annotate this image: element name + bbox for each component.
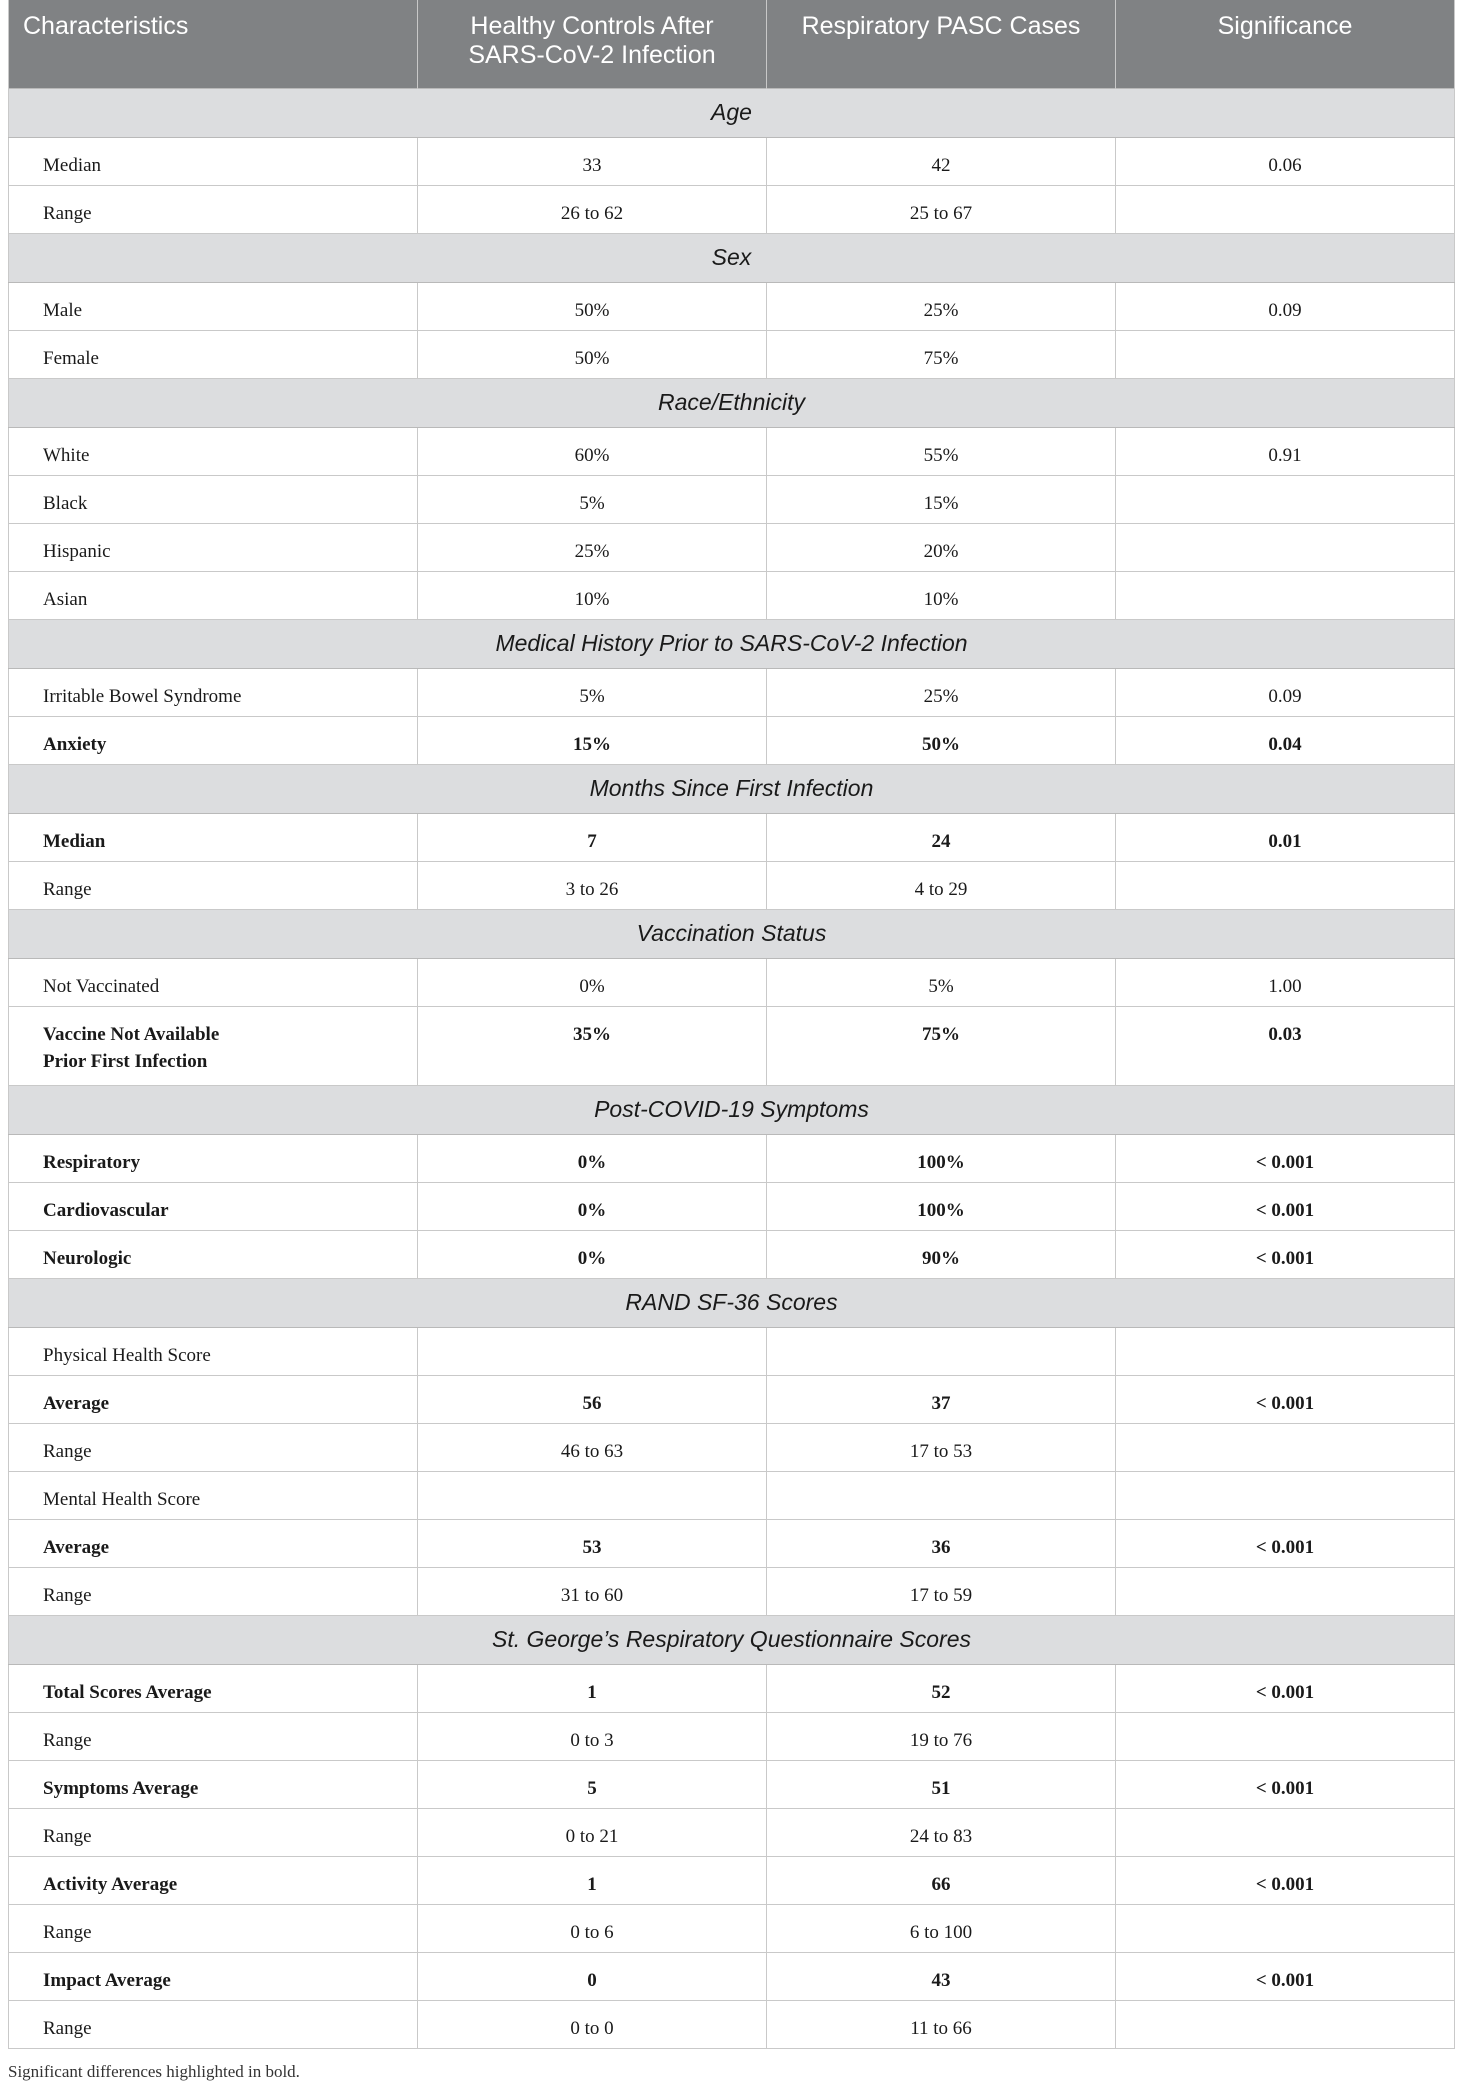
healthy-value-cell: 3 to 26	[418, 861, 767, 909]
healthy-value-cell: 5%	[418, 475, 767, 523]
pasc-value-cell: 90%	[767, 1230, 1116, 1278]
healthy-value-cell: 0 to 21	[418, 1808, 767, 1856]
table-row	[9, 1134, 1455, 1182]
table-row	[9, 185, 1455, 233]
table-row	[9, 1760, 1455, 1808]
significance-cell	[1116, 1567, 1455, 1615]
healthy-value-cell: 26 to 62	[418, 185, 767, 233]
table-row	[9, 330, 1455, 378]
section-row-months-since-first-infection	[9, 764, 1455, 813]
row-label-cell: Cardiovascular	[9, 1182, 418, 1230]
healthy-value-cell: 0 to 0	[418, 2000, 767, 2048]
healthy-value-cell: 50%	[418, 330, 767, 378]
significance-cell: < 0.001	[1116, 1375, 1455, 1423]
section-title: Post-COVID-19 Symptoms	[9, 1085, 1455, 1134]
section-title: Age	[9, 88, 1455, 137]
healthy-value-cell: 31 to 60	[418, 1567, 767, 1615]
pasc-value-cell: 55%	[767, 427, 1116, 475]
significance-cell	[1116, 1423, 1455, 1471]
row-label-cell: Not Vaccinated	[9, 958, 418, 1006]
significance-cell: < 0.001	[1116, 1134, 1455, 1182]
pasc-value-cell	[767, 1471, 1116, 1519]
row-label-cell: Range	[9, 1423, 418, 1471]
significance-cell: < 0.001	[1116, 1952, 1455, 2000]
row-label-cell	[9, 1006, 418, 1085]
table-row	[9, 2000, 1455, 2048]
section-row-rand-sf-36-scores	[9, 1278, 1455, 1327]
row-label-cell: Range	[9, 2000, 418, 2048]
healthy-value-cell: 15%	[418, 716, 767, 764]
pasc-value-cell: 36	[767, 1519, 1116, 1567]
healthy-value-cell: 5%	[418, 668, 767, 716]
row-label-cell: Respiratory	[9, 1134, 418, 1182]
row-label-cell: Symptoms Average	[9, 1760, 418, 1808]
pasc-value-cell: 17 to 53	[767, 1423, 1116, 1471]
healthy-value-cell: 33	[418, 137, 767, 185]
table-row	[9, 861, 1455, 909]
table-row	[9, 1712, 1455, 1760]
row-label-cell: Black	[9, 475, 418, 523]
row-label-cell: Male	[9, 282, 418, 330]
significance-cell: < 0.001	[1116, 1230, 1455, 1278]
section-row-medical-history-prior-to-sars-cov-2-infection	[9, 619, 1455, 668]
healthy-value-cell: 0 to 6	[418, 1904, 767, 1952]
table-figure	[8, 0, 1454, 2082]
pasc-value-cell: 20%	[767, 523, 1116, 571]
section-row-age	[9, 88, 1455, 137]
pasc-value-cell: 25%	[767, 282, 1116, 330]
significance-cell: < 0.001	[1116, 1760, 1455, 1808]
header-significance: Significance	[1116, 0, 1455, 88]
pasc-value-cell: 25%	[767, 668, 1116, 716]
significance-cell: 0.91	[1116, 427, 1455, 475]
significance-cell	[1116, 185, 1455, 233]
healthy-value-cell: 1	[418, 1856, 767, 1904]
table-row	[9, 813, 1455, 861]
row-label-cell: Hispanic	[9, 523, 418, 571]
healthy-value-cell: 53	[418, 1519, 767, 1567]
header-pasc-cases: Respiratory PASC Cases	[767, 0, 1116, 88]
section-row-vaccination-status	[9, 909, 1455, 958]
row-label-cell: Irritable Bowel Syndrome	[9, 668, 418, 716]
significance-cell: 0.01	[1116, 813, 1455, 861]
pasc-value-cell: 42	[767, 137, 1116, 185]
row-label-cell: Range	[9, 1712, 418, 1760]
row-label-cell: Impact Average	[9, 1952, 418, 2000]
pasc-value-cell: 37	[767, 1375, 1116, 1423]
pasc-value-cell: 51	[767, 1760, 1116, 1808]
pasc-value-cell: 11 to 66	[767, 2000, 1116, 2048]
healthy-value-cell: 0%	[418, 1134, 767, 1182]
table-body	[9, 88, 1455, 2048]
healthy-value-cell: 0 to 3	[418, 1712, 767, 1760]
table-row	[9, 1856, 1455, 1904]
healthy-value-cell: 46 to 63	[418, 1423, 767, 1471]
section-title: Vaccination Status	[9, 909, 1455, 958]
significance-cell	[1116, 1327, 1455, 1375]
table-row	[9, 282, 1455, 330]
section-row-st-george-s-respiratory-questionnaire-scores	[9, 1615, 1455, 1664]
significance-cell: 0.09	[1116, 282, 1455, 330]
table-row	[9, 1567, 1455, 1615]
pasc-value-cell: 100%	[767, 1182, 1116, 1230]
table-row	[9, 1230, 1455, 1278]
section-title: Months Since First Infection	[9, 764, 1455, 813]
row-label-cell: Total Scores Average	[9, 1664, 418, 1712]
significance-cell	[1116, 2000, 1455, 2048]
healthy-value-cell: 0	[418, 1952, 767, 2000]
header-healthy-controls: Healthy Controls After SARS-CoV-2 Infection	[418, 0, 767, 88]
table-row	[9, 958, 1455, 1006]
row-label-line: Vaccine Not Available	[43, 1023, 220, 1045]
row-label-cell: Mental Health Score	[9, 1471, 418, 1519]
significance-cell	[1116, 1808, 1455, 1856]
table-row	[9, 523, 1455, 571]
row-label-cell: Activity Average	[9, 1856, 418, 1904]
healthy-value-cell: 50%	[418, 282, 767, 330]
pasc-value-cell: 75%	[767, 1006, 1116, 1085]
significance-cell: < 0.001	[1116, 1856, 1455, 1904]
table-row	[9, 1519, 1455, 1567]
healthy-value-cell	[418, 1327, 767, 1375]
significance-cell	[1116, 1471, 1455, 1519]
row-label-cell: Asian	[9, 571, 418, 619]
significance-cell: < 0.001	[1116, 1182, 1455, 1230]
section-title: RAND SF-36 Scores	[9, 1278, 1455, 1327]
significance-cell: < 0.001	[1116, 1664, 1455, 1712]
table-row	[9, 1375, 1455, 1423]
row-label-line: Prior First Infection	[43, 1050, 208, 1072]
table-row	[9, 1664, 1455, 1712]
table-row	[9, 571, 1455, 619]
row-label-cell: Female	[9, 330, 418, 378]
significance-cell	[1116, 1712, 1455, 1760]
header-characteristics: Characteristics	[9, 0, 418, 88]
section-row-sex	[9, 233, 1455, 282]
pasc-value-cell: 19 to 76	[767, 1712, 1116, 1760]
significance-cell: 1.00	[1116, 958, 1455, 1006]
healthy-value-cell: 56	[418, 1375, 767, 1423]
row-label-cell: Neurologic	[9, 1230, 418, 1278]
row-label-cell: Median	[9, 137, 418, 185]
row-label-cell: Range	[9, 1808, 418, 1856]
row-label-cell: Median	[9, 813, 418, 861]
significance-cell	[1116, 523, 1455, 571]
section-title: Race/Ethnicity	[9, 378, 1455, 427]
pasc-value-cell: 24	[767, 813, 1116, 861]
table-row	[9, 1182, 1455, 1230]
row-label-cell: Range	[9, 1904, 418, 1952]
healthy-value-cell: 0%	[418, 958, 767, 1006]
table-footnote: Significant differences highlighted in bold.	[8, 2061, 300, 2081]
section-title: Medical History Prior to SARS-CoV-2 Infection	[9, 619, 1455, 668]
significance-cell	[1116, 571, 1455, 619]
healthy-value-cell: 10%	[418, 571, 767, 619]
pasc-value-cell	[767, 1327, 1116, 1375]
significance-cell	[1116, 475, 1455, 523]
table-row	[9, 1423, 1455, 1471]
row-label-cell: Anxiety	[9, 716, 418, 764]
healthy-value-cell: 0%	[418, 1230, 767, 1278]
significance-cell	[1116, 330, 1455, 378]
healthy-value-cell: 35%	[418, 1006, 767, 1085]
pasc-value-cell: 25 to 67	[767, 185, 1116, 233]
significance-cell: 0.03	[1116, 1006, 1455, 1085]
significance-cell	[1116, 861, 1455, 909]
healthy-value-cell: 7	[418, 813, 767, 861]
pasc-value-cell: 15%	[767, 475, 1116, 523]
row-label-cell: Range	[9, 861, 418, 909]
table-row	[9, 1471, 1455, 1519]
healthy-value-cell: 60%	[418, 427, 767, 475]
characteristics-table	[8, 0, 1455, 2049]
row-label-cell: Physical Health Score	[9, 1327, 418, 1375]
healthy-value-cell: 1	[418, 1664, 767, 1712]
pasc-value-cell: 43	[767, 1952, 1116, 2000]
pasc-value-cell: 100%	[767, 1134, 1116, 1182]
table-row	[9, 427, 1455, 475]
pasc-value-cell: 4 to 29	[767, 861, 1116, 909]
pasc-value-cell: 5%	[767, 958, 1116, 1006]
healthy-value-cell: 0%	[418, 1182, 767, 1230]
pasc-value-cell: 66	[767, 1856, 1116, 1904]
section-row-post-covid-19-symptoms	[9, 1085, 1455, 1134]
healthy-value-cell	[418, 1471, 767, 1519]
pasc-value-cell: 52	[767, 1664, 1116, 1712]
table-row	[9, 137, 1455, 185]
pasc-value-cell: 10%	[767, 571, 1116, 619]
healthy-value-cell: 5	[418, 1760, 767, 1808]
table-row	[9, 1327, 1455, 1375]
section-row-race-ethnicity	[9, 378, 1455, 427]
significance-cell: 0.06	[1116, 137, 1455, 185]
row-label-cell: Average	[9, 1375, 418, 1423]
table-row	[9, 716, 1455, 764]
table-row	[9, 1952, 1455, 2000]
row-label-cell: Range	[9, 185, 418, 233]
pasc-value-cell: 6 to 100	[767, 1904, 1116, 1952]
row-label-cell: Average	[9, 1519, 418, 1567]
table-header-row	[9, 0, 1455, 88]
table-row	[9, 1904, 1455, 1952]
pasc-value-cell: 75%	[767, 330, 1116, 378]
row-label-cell: White	[9, 427, 418, 475]
table-row	[9, 475, 1455, 523]
row-label-cell: Range	[9, 1567, 418, 1615]
significance-cell: < 0.001	[1116, 1519, 1455, 1567]
section-title: St. George’s Respiratory Questionnaire Scores	[9, 1615, 1455, 1664]
significance-cell	[1116, 1904, 1455, 1952]
significance-cell: 0.09	[1116, 668, 1455, 716]
pasc-value-cell: 17 to 59	[767, 1567, 1116, 1615]
pasc-value-cell: 24 to 83	[767, 1808, 1116, 1856]
healthy-value-cell: 25%	[418, 523, 767, 571]
significance-cell: 0.04	[1116, 716, 1455, 764]
table-row	[9, 668, 1455, 716]
table-row	[9, 1006, 1455, 1085]
section-title: Sex	[9, 233, 1455, 282]
table-row	[9, 1808, 1455, 1856]
pasc-value-cell: 50%	[767, 716, 1116, 764]
